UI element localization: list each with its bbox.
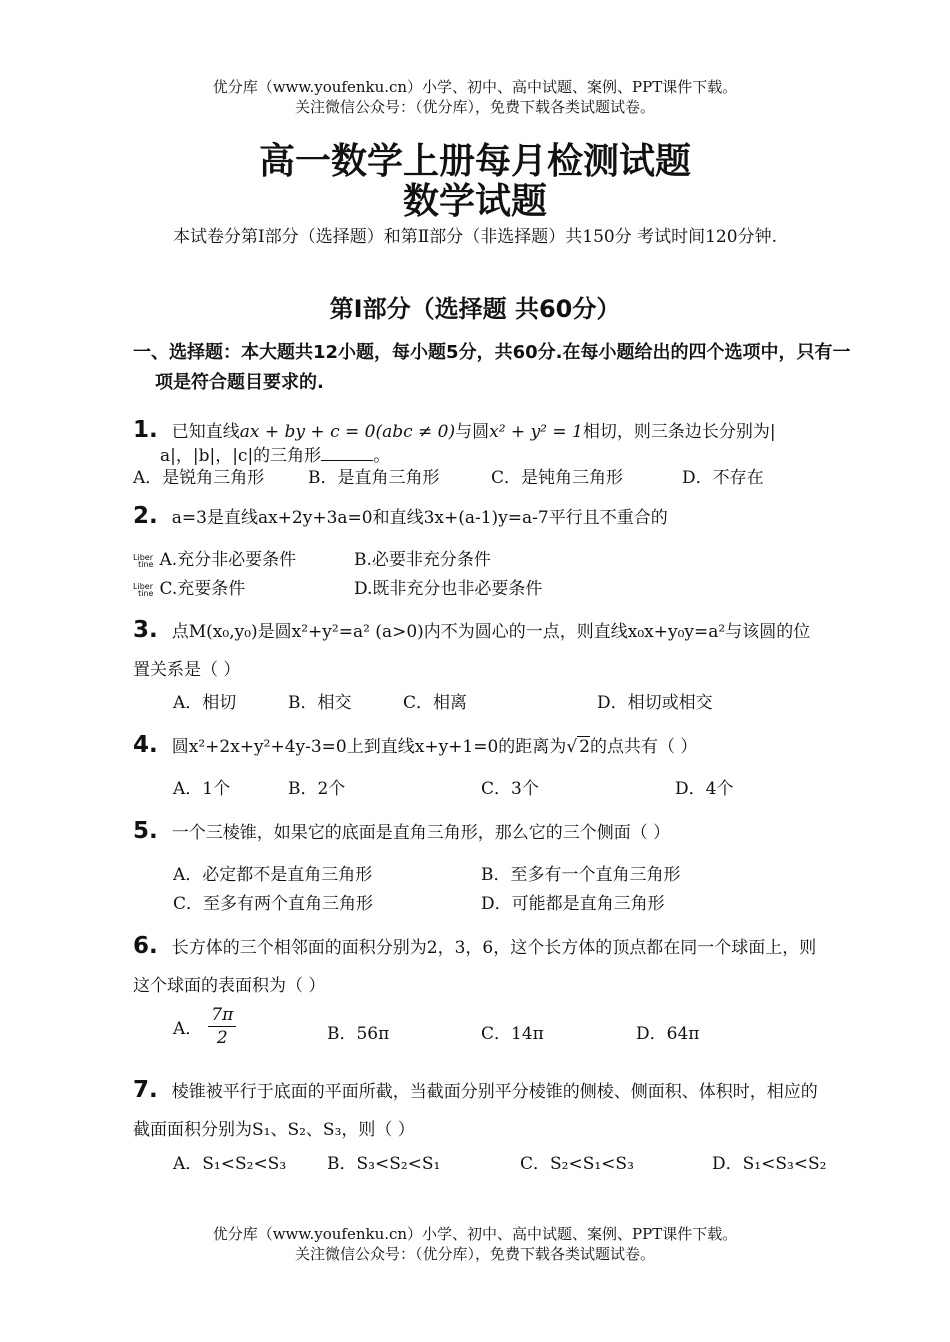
answer-blank	[321, 444, 373, 461]
liber-tine-icon	[133, 583, 153, 597]
q6-fraction	[208, 1004, 236, 1049]
q1-text-1: 已知直线	[171, 422, 240, 442]
q2-options-row-2	[133, 574, 245, 599]
q7-option-a: A．S₁<S₂<S₃	[173, 1154, 287, 1174]
q1-option-d: D．不存在	[682, 468, 764, 488]
q2-option-b: B.必要非充分条件	[354, 550, 491, 570]
question-6	[133, 927, 823, 1005]
q2-text: a=3是直线ax+2y+3a=0和直线3x+(a-1)y=a-7平行且不重合的	[171, 508, 668, 528]
q2-options-row-1	[133, 545, 296, 570]
page-subtitle: 数学试题	[402, 181, 547, 222]
section-title: 第Ⅰ部分（选择题 共60分）	[329, 295, 621, 323]
q1-option-b: B．是直角三角形	[308, 468, 440, 488]
q1-text-5: 。	[373, 446, 391, 466]
question-5-number: 5.	[133, 818, 158, 844]
q4-text-2: 的点共有（ ）	[589, 737, 698, 757]
question-2	[133, 497, 823, 537]
question-6-number: 6.	[133, 933, 158, 959]
q7-option-c: C．S₂<S₁<S₃	[520, 1154, 634, 1174]
q2-option-a: A.充分非必要条件	[159, 550, 297, 570]
fraction-numerator: 7π	[208, 1004, 236, 1027]
q6-option-b: B．56π	[327, 1024, 390, 1044]
header-line-2: 关注微信公众号：（优分库），免费下载各类试题试卷。	[294, 98, 655, 116]
intro-text: 本试卷分第Ⅰ部分（选择题）和第Ⅱ部分（非选择题）共150分 考试时间120分钟.	[173, 227, 777, 247]
question-4-number: 4.	[133, 732, 158, 758]
q2-option-d: D.既非充分也非必要条件	[354, 579, 543, 599]
sqrt-icon: √	[566, 737, 578, 757]
q3-option-a: A．相切	[173, 693, 237, 713]
page-title: 高一数学上册每月检测试题	[258, 141, 691, 182]
q7-text: 棱锥被平行于底面的平面所截，当截面分别平分棱锥的侧棱、侧面积、体积时，相应的截面面积分别为S₁、S₂、S₃，则（ ）	[133, 1082, 818, 1140]
q4-sqrt-value: 2	[579, 737, 590, 757]
question-5	[133, 812, 823, 852]
q5-option-a: A．必定都不是直角三角形	[173, 865, 373, 885]
q6-text: 长方体的三个相邻面的面积分别为2，3，6，这个长方体的顶点都在同一个球面上，则这个球面的表面积为（ ）	[133, 938, 817, 996]
q6-option-c: C．14π	[481, 1024, 544, 1044]
q4-text-1: 圆x²+2x+y²+4y-3=0上到直线x+y+1=0的距离为	[171, 737, 567, 757]
question-7-number: 7.	[133, 1077, 158, 1103]
footer-line-1: 优分库（www.youfenku.cn）小学、初中、高中试题、案例、PPT课件下载。	[212, 1225, 738, 1243]
icon-letter: L	[133, 581, 138, 591]
q3-option-d: D．相切或相交	[597, 693, 713, 713]
icon-bottom-text: tine	[138, 559, 154, 569]
q7-option-b: B．S₃<S₂<S₁	[327, 1154, 441, 1174]
q1-equation-line: ax + by + c = 0(abc ≠ 0)	[239, 422, 456, 442]
q1-equation-circle: x² + y² = 1	[489, 422, 583, 442]
q6-option-a-label: A．	[173, 1019, 203, 1039]
q1-option-c: C．是钝角三角形	[491, 468, 624, 488]
q1-text-2: 与圆	[455, 422, 490, 442]
icon-bottom-text: tine	[138, 588, 154, 598]
question-1-number: 1.	[133, 417, 158, 443]
question-2-number: 2.	[133, 503, 158, 529]
q5-text: 一个三棱锥，如果它的底面是直角三角形，那么它的三个侧面（ ）	[171, 823, 671, 843]
q5-option-d: D．可能都是直角三角形	[481, 894, 665, 914]
q3-option-b: B．相交	[288, 693, 352, 713]
q4-option-c: C．3个	[481, 779, 539, 799]
footer-line-2: 关注微信公众号：（优分库），免费下载各类试题试卷。	[294, 1245, 655, 1263]
q1-text-4: a|，|b|，|c|的三角形	[160, 446, 322, 466]
q5-option-b: B．至多有一个直角三角形	[481, 865, 681, 885]
question-4	[133, 726, 823, 766]
q4-option-d: D．4个	[675, 779, 734, 799]
question-7	[133, 1071, 823, 1149]
question-3	[133, 611, 823, 689]
q1-option-a: A．是锐角三角形	[133, 468, 265, 488]
q4-option-b: B．2个	[288, 779, 346, 799]
q3-text: 点M(x₀,y₀)是圆x²+y²=a² (a>0)内不为圆心的一点，则直线x₀x+y₀y=a²与该圆的位置关系是（ ）	[133, 622, 811, 680]
q7-option-d: D．S₁<S₃<S₂	[712, 1154, 827, 1174]
q6-option-d: D．64π	[636, 1024, 700, 1044]
q3-option-c: C．相离	[403, 693, 468, 713]
header-line-1: 优分库（www.youfenku.cn）小学、初中、高中试题、案例、PPT课件下载。	[212, 78, 738, 96]
liber-tine-icon	[133, 554, 153, 568]
icon-top-text: iber	[137, 581, 153, 591]
part-a-instructions: 一、选择题：本大题共12小题，每小题5分，共60分.在每小题给出的四个选项中，只有一项是符合题目要求的.	[133, 342, 851, 393]
q6-option-a	[173, 1004, 236, 1049]
q5-option-c: C．至多有两个直角三角形	[173, 894, 374, 914]
q2-option-c: C.充要条件	[159, 579, 246, 599]
icon-letter: L	[133, 552, 138, 562]
fraction-denominator: 2	[216, 1028, 228, 1048]
q1-text-3: 相切，则三条边长分别为|	[582, 422, 776, 442]
icon-top-text: iber	[137, 552, 153, 562]
question-3-number: 3.	[133, 617, 158, 643]
q4-option-a: A．1个	[173, 779, 231, 799]
